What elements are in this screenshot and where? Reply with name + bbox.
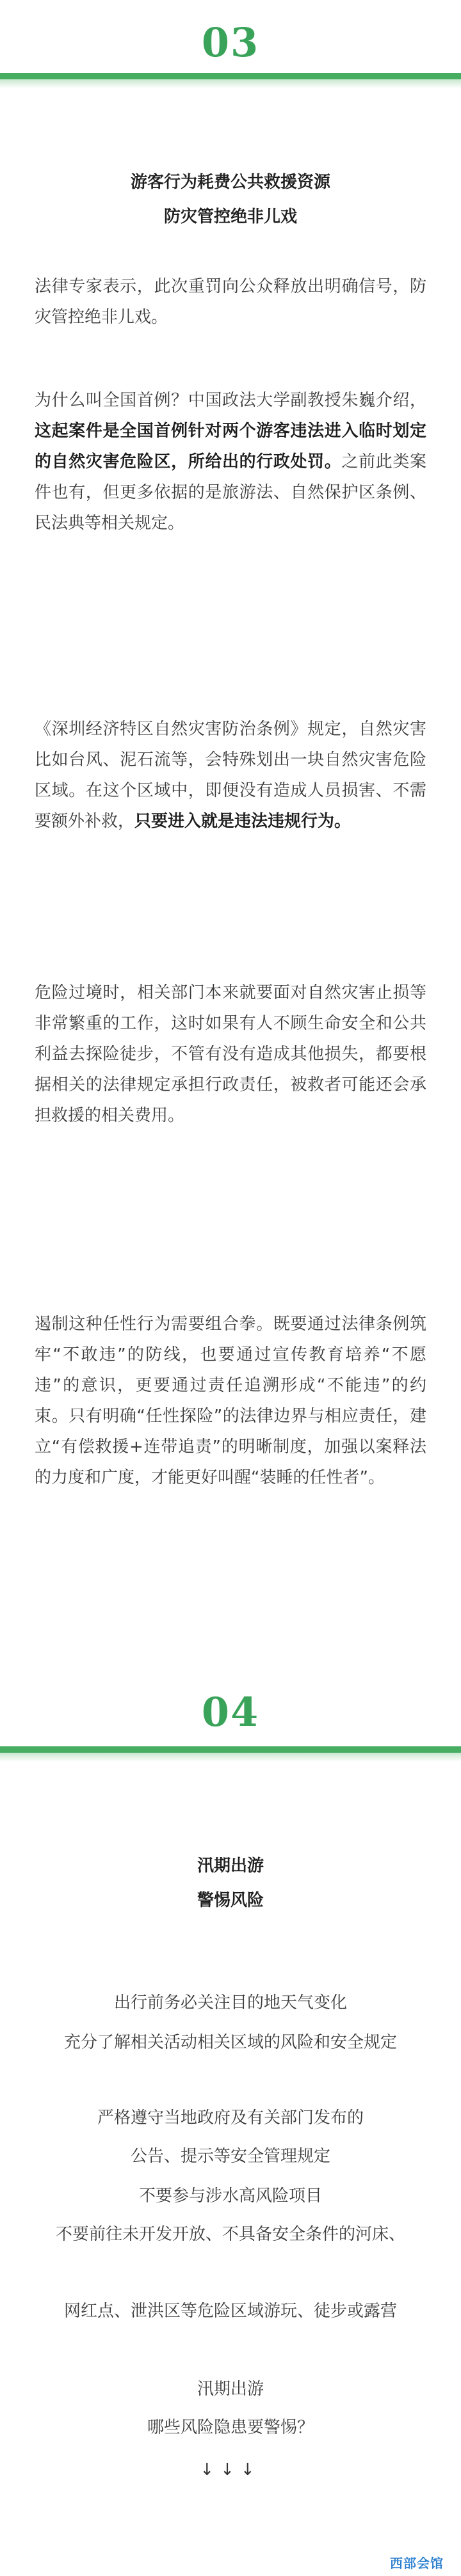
section3-heading-line2: 防灾管控绝非儿戏: [163, 207, 297, 226]
section-number-04: 04: [201, 1689, 260, 1735]
tip-line: 哪些风险隐患要警惕？: [147, 2418, 314, 2437]
tip-line: 网红点、泄洪区等危险区域游玩、徒步或露营: [63, 2302, 397, 2321]
section3-paragraph-2: 为什么叫全国首例？中国政法大学副教授朱巍介绍，这起案件是全国首例针对两个游客违法进入临时划定的自然灾害危险区，所给出的行政处罚。之前此类案件也有，但更多依据的是旅游法、自然保护区条例、民法典等相关规定。: [35, 391, 426, 533]
tip-line: 严格遵守当地政府及有关部门发布的: [97, 2108, 364, 2128]
tip-line: 汛期出游: [197, 2380, 264, 2399]
section3-paragraph-5: 遏制这种任性行为需要组合拳。既要通过法律条例筑牢“不敢违”的防线，也要通过宣传教育培养“不愿违”的意识，更要通过责任追溯形成“不能违”的约束。只有明确“任性探险”的法律边界与相应责任，建立“有偿救援+连带追责”的明晰制度，加强以案释法的力度和广度，才能更好叫醒“装睡的任性者”。: [35, 1315, 426, 1487]
section4-heading-line1: 汛期出游: [197, 1856, 264, 1876]
tip-line: 不要参与涉水高风险项目: [138, 2186, 322, 2206]
tip-line: 充分了解相关活动相关区域的风险和安全规定: [63, 2033, 397, 2052]
tip-line: 不要前往未开发开放、不具备安全条件的河床、: [55, 2225, 405, 2244]
down-arrows-icon: ↓↓↓: [200, 2460, 261, 2479]
section3-paragraph-3: 《深圳经济特区自然灾害防治条例》规定，自然灾害比如台风、泥石流等，会特殊划出一块自然灾害危险区域。在这个区域中，即便没有造成人员损害、不需要额外补救，只要进入就是违法违规行为。: [35, 720, 426, 831]
tip-line: 公告、提示等安全管理规定: [130, 2147, 330, 2166]
tip-line: 出行前务必关注目的地天气变化: [113, 1993, 347, 2012]
highlight-text: 只要进入就是违法违规行为。: [134, 812, 352, 831]
watermark-logo: 西部会馆: [375, 2550, 458, 2576]
section-divider-04: [0, 1746, 461, 1753]
section4-heading-line2: 警惕风险: [197, 1891, 264, 1910]
section3-heading-line1: 游客行为耗费公共救援资源: [130, 173, 330, 192]
section3-paragraph-1: 法律专家表示，此次重罚向公众释放出明确信号，防灾管控绝非儿戏。: [35, 277, 426, 327]
section-divider-03: [0, 73, 461, 79]
highlight-text: 这起案件是全国首例针对两个游客违法进入临时划定的自然灾害危险区，所给出的行政处罚。: [35, 422, 426, 471]
section-number-03: 03: [201, 19, 260, 66]
section3-paragraph-4: 危险过境时，相关部门本来就要面对自然灾害止损等非常繁重的工作，这时如果有人不顾生命安全和公共利益去探险徒步，不管有没有造成其他损失，都要根据相关的法律规定承担行政责任，被救者可能还会承担救援的相关费用。: [35, 983, 426, 1125]
